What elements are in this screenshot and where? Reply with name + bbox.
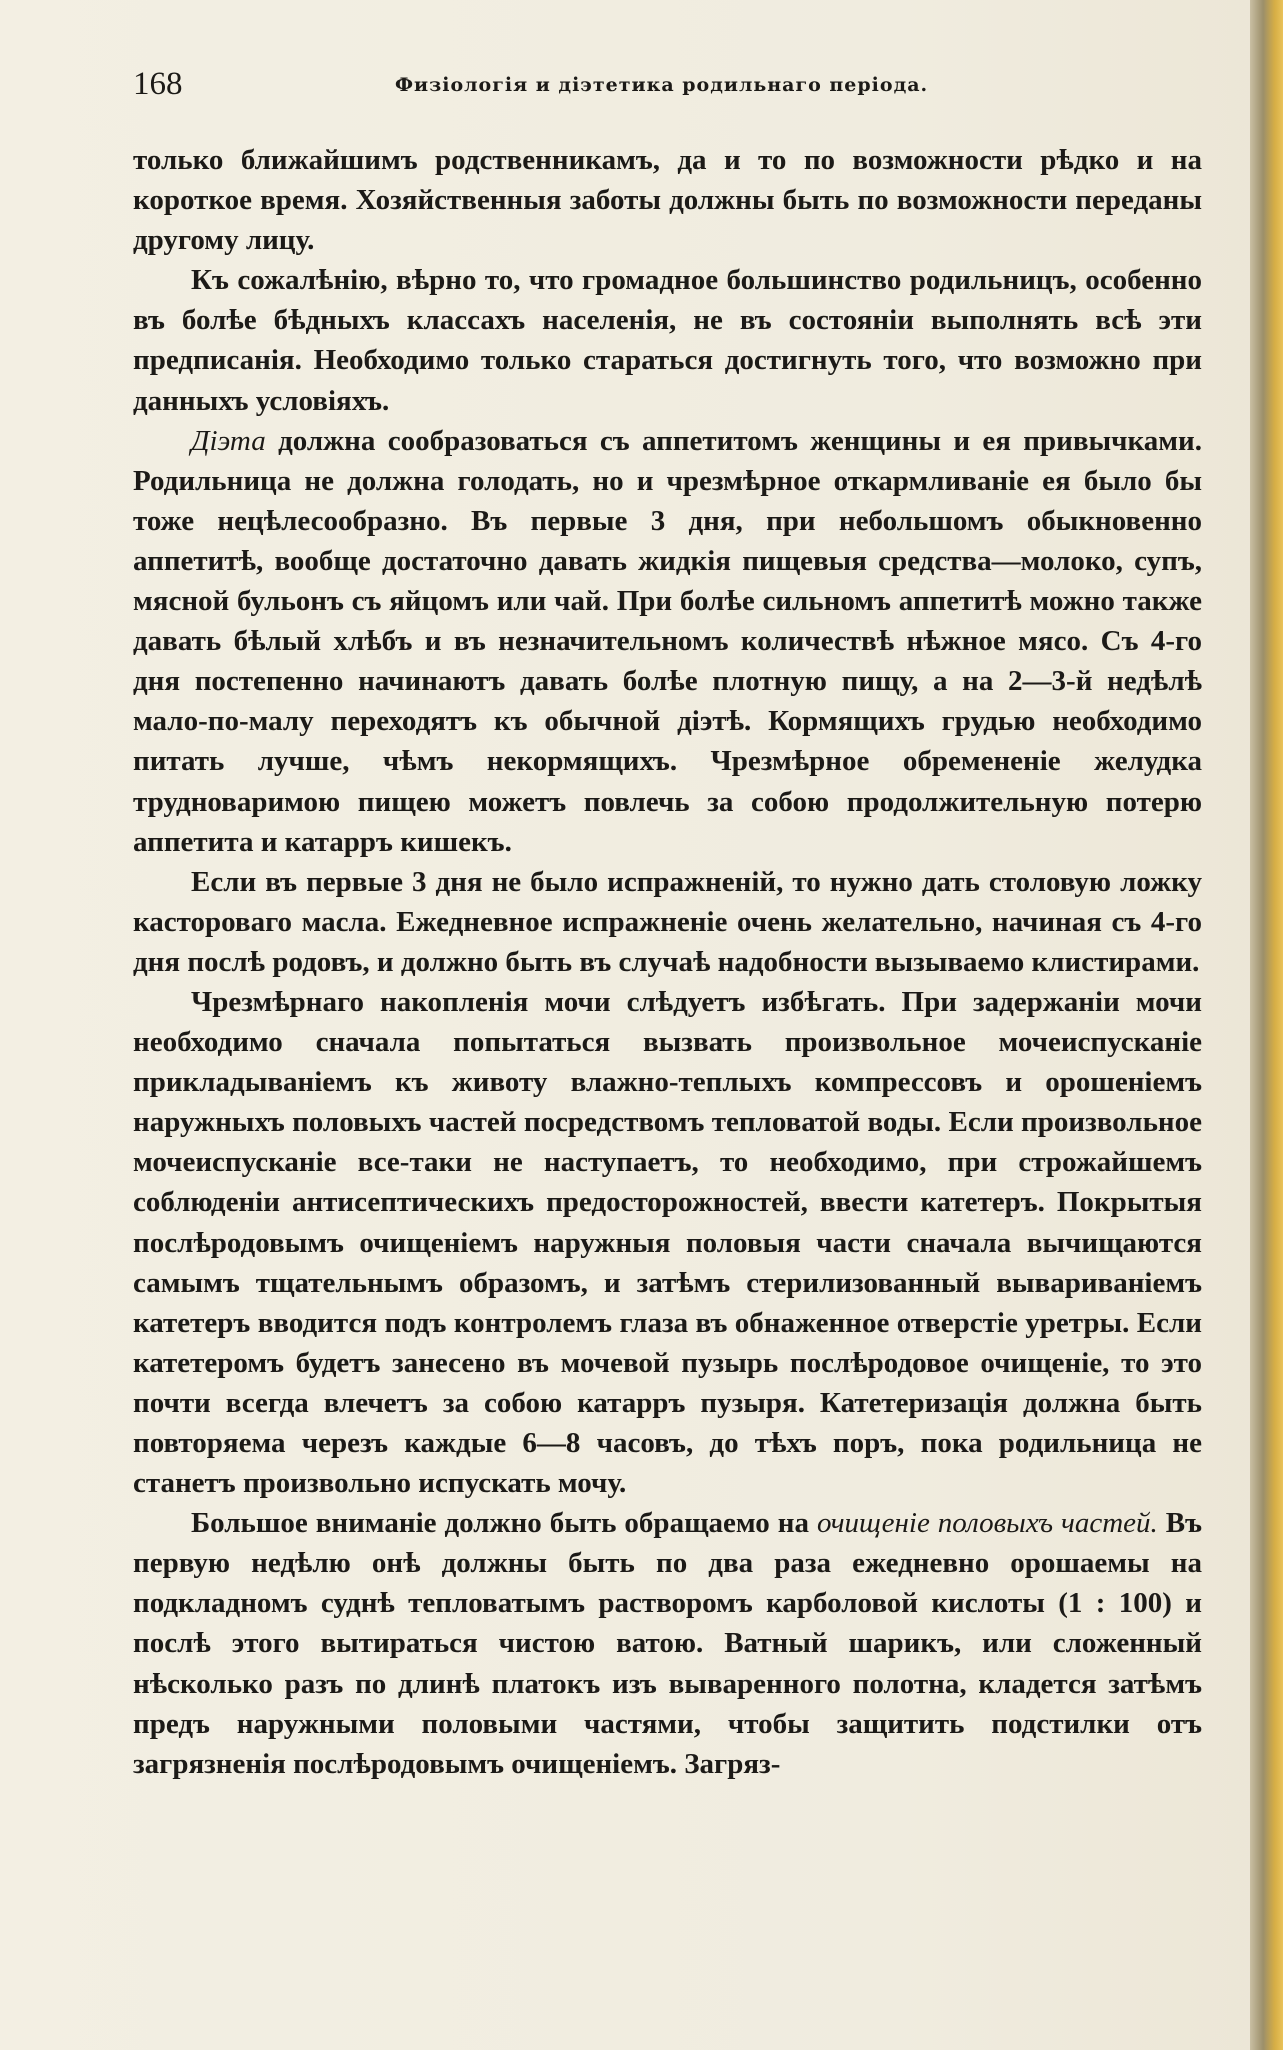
body-text — [133, 140, 1202, 1784]
paragraph — [133, 140, 1202, 260]
paragraph-text: Чрезмѣрнаго накопленія мочи слѣдуетъ избѣгать. При задержаніи мочи необходимо сначала попытаться вызвать произвольное мочеиспусканіе прикладываніемъ къ животу влажно-теплыхъ компрессовъ и орошеніемъ наружныхъ половыхъ частей посредствомъ тепловатой воды. Если произвольное мочеиспусканіе все-таки не наступаетъ, то необходимо, при строжайшемъ соблюденіи антисептическихъ предосторожностей, ввести катетеръ. Покрытыя послѣродовымъ очищеніемъ наружныя половыя части сначала вычищаются самымъ тщательнымъ образомъ, и затѣмъ стерилизованный вывариваніемъ катетеръ вводится подъ контролемъ глаза въ обнаженное отверстіе уретры. Если катетеромъ будетъ занесено въ мочевой пузырь послѣродовое очищеніе, то это почти всегда влечетъ за собою катарръ пузыря. Катетеризація должна быть повторяема черезъ каждые 6—8 часовъ, до тѣхъ поръ, пока родильница не станетъ произвольно испускать мочу. — [133, 985, 1202, 1500]
paragraph — [133, 862, 1202, 982]
paragraph-text: Въ первую недѣлю онѣ должны быть по два раза ежедневно орошаемы на подкладномъ суднѣ тепловатымъ растворомъ карболовой кислоты (1 : 100) и послѣ этого вытираться чистою ватою. Ватный шарикъ, или сложенный нѣсколько разъ по длинѣ платокъ изъ вываренного полотна, кладется затѣмъ предъ наружными половыми частями, чтобы защитить подстилки отъ загрязненія послѣродовымъ очищеніемъ. Загряз- — [133, 1507, 1202, 1780]
paragraph — [133, 421, 1202, 862]
paragraph-text: Если въ первые 3 дня не было испражненій, то нужно дать столовую ложку касторовaго масла. Ежедневное испражненіе очень желательно, начиная съ 4-го дня послѣ родовъ, и должно быть въ случаѣ надобности вызываемо клистирами. — [133, 865, 1202, 978]
paragraph-text: только ближайшимъ родственникамъ, да и то по возможности рѣдко и на короткое время. Хозяйственныя заботы должны быть по возможности переданы другому лицу. — [133, 144, 1202, 257]
page-number: 168 — [133, 66, 183, 102]
paragraph — [133, 982, 1202, 1503]
paragraph-lead: Большое вниманіе должно быть обращаемо на — [191, 1507, 817, 1540]
paragraph-text: Къ сожалѣнію, вѣрно то, что громадное большинство родильницъ, особенно въ болѣе бѣдныхъ классахъ населенія, не въ состояніи выполнять всѣ эти предписанія. Необходимо только стараться достигнуть того, что возможно при данныхъ условіяхъ. — [133, 264, 1202, 417]
paragraph — [133, 1503, 1202, 1784]
page-header — [133, 66, 1203, 110]
italic-term: Діэта — [191, 424, 266, 457]
paragraph — [133, 260, 1202, 420]
running-title: Физіологія и діэтетика родильнаго періода. — [395, 74, 929, 96]
page-edge — [1250, 0, 1283, 2050]
italic-term: очищеніе половыхъ частей. — [816, 1507, 1158, 1540]
paragraph-text: должна сообразоваться съ аппетитомъ женщины и ея привычками. Родильница не должна голодать, но и чрезмѣрное откармливаніе ея было бы тоже нецѣлесообразно. Въ первые 3 дня, при небольшомъ обыкновенно аппетитѣ, вообще достаточно давать жидкія пищевыя средства—молоко, супъ, мясной бульонъ съ яйцомъ или чай. При болѣе сильномъ аппетитѣ можно также давать бѣлый хлѣбъ и въ незначительномъ количествѣ нѣжное мясо. Съ 4-го дня постепенно начинаютъ давать болѣе плотную пищу, а на 2—3-й недѣлѣ мало-по-малу переходятъ къ обычной діэтѣ. Кормящихъ грудью необходимо питать лучше, чѣмъ некормящихъ. Чрезмѣрное обремененіе желудка трудноваримою пищею можетъ повлечь за собою продолжительную потерю аппетита и катарръ кишекъ. — [133, 424, 1202, 858]
